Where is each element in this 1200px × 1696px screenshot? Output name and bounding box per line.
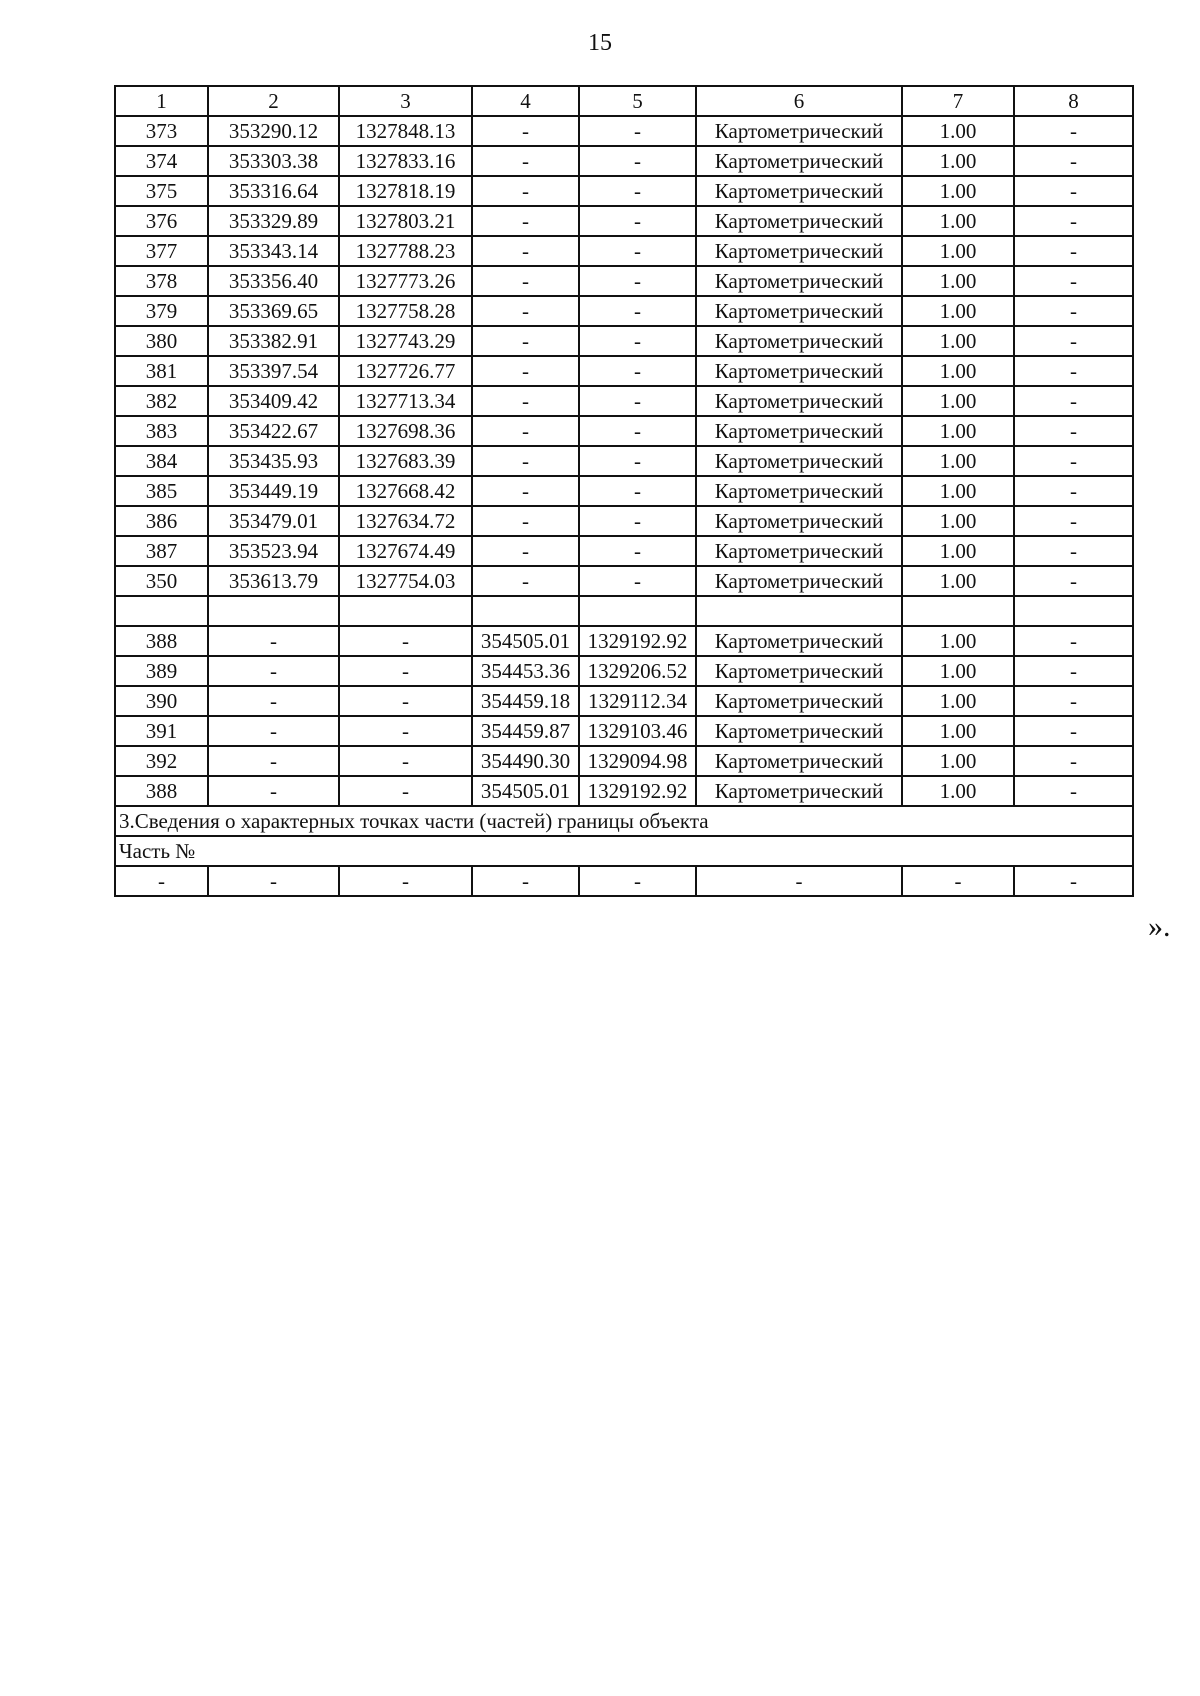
header-cell: 7 bbox=[902, 86, 1014, 116]
table-cell: - bbox=[472, 386, 579, 416]
table-cell: 381 bbox=[115, 356, 208, 386]
table-cell: - bbox=[1014, 416, 1133, 446]
table-row bbox=[115, 626, 1133, 656]
table-cell: 1327634.72 bbox=[339, 506, 472, 536]
table-cell: 376 bbox=[115, 206, 208, 236]
table-cell: - bbox=[1014, 686, 1133, 716]
table-cell: 1327698.36 bbox=[339, 416, 472, 446]
table-cell: - bbox=[1014, 566, 1133, 596]
table-row bbox=[115, 476, 1133, 506]
table-cell: - bbox=[579, 146, 696, 176]
table-cell: 1.00 bbox=[902, 776, 1014, 806]
table-cell: - bbox=[339, 716, 472, 746]
table-cell: - bbox=[579, 236, 696, 266]
table-cell: 1.00 bbox=[902, 176, 1014, 206]
table-cell: - bbox=[472, 206, 579, 236]
table-cell: - bbox=[472, 236, 579, 266]
table-body bbox=[115, 86, 1133, 896]
table-cell: - bbox=[472, 506, 579, 536]
table-cell: Картометрический bbox=[696, 386, 902, 416]
table-cell: 1.00 bbox=[902, 536, 1014, 566]
table-cell: 353479.01 bbox=[208, 506, 339, 536]
table-cell: - bbox=[579, 266, 696, 296]
table-cell: 350 bbox=[115, 566, 208, 596]
table-cell: 374 bbox=[115, 146, 208, 176]
table-cell: - bbox=[472, 416, 579, 446]
table-row bbox=[115, 446, 1133, 476]
table-cell: 1.00 bbox=[902, 446, 1014, 476]
table-cell: Картометрический bbox=[696, 776, 902, 806]
table-cell: Картометрический bbox=[696, 716, 902, 746]
table-row bbox=[115, 566, 1133, 596]
table-cell: - bbox=[339, 626, 472, 656]
closing-quote-mark: ». bbox=[1148, 910, 1171, 943]
table-cell: - bbox=[579, 476, 696, 506]
table-cell: 354453.36 bbox=[472, 656, 579, 686]
table-cell: Картометрический bbox=[696, 566, 902, 596]
table-cell: 388 bbox=[115, 776, 208, 806]
table-cell: 353523.94 bbox=[208, 536, 339, 566]
table-row bbox=[115, 866, 1133, 896]
table-cell: 353409.42 bbox=[208, 386, 339, 416]
table-cell: 354505.01 bbox=[472, 776, 579, 806]
header-cell: 6 bbox=[696, 86, 902, 116]
table-cell: - bbox=[579, 206, 696, 236]
table-cell: - bbox=[696, 866, 902, 896]
table-cell: 1.00 bbox=[902, 296, 1014, 326]
table-cell: 353369.65 bbox=[208, 296, 339, 326]
table-cell: Картометрический bbox=[696, 296, 902, 326]
table-cell: Картометрический bbox=[696, 686, 902, 716]
table-cell: 1.00 bbox=[902, 416, 1014, 446]
table-cell: - bbox=[1014, 536, 1133, 566]
table-cell: 353343.14 bbox=[208, 236, 339, 266]
table-cell: 389 bbox=[115, 656, 208, 686]
table-cell: Картометрический bbox=[696, 266, 902, 296]
section-title: 3.Сведения о характерных точках части (частей) границы объекта bbox=[115, 806, 1133, 836]
table-row bbox=[115, 536, 1133, 566]
table-cell: 1.00 bbox=[902, 746, 1014, 776]
table-cell: Картометрический bbox=[696, 326, 902, 356]
table-cell: Картометрический bbox=[696, 506, 902, 536]
table-cell bbox=[208, 596, 339, 626]
table-cell: 1329094.98 bbox=[579, 746, 696, 776]
table-cell: - bbox=[472, 536, 579, 566]
table-cell: - bbox=[579, 386, 696, 416]
table-cell: Картометрический bbox=[696, 626, 902, 656]
table-cell: - bbox=[472, 866, 579, 896]
table-cell: 383 bbox=[115, 416, 208, 446]
table-cell: Картометрический bbox=[696, 206, 902, 236]
table-cell: - bbox=[208, 626, 339, 656]
table-cell: 1327668.42 bbox=[339, 476, 472, 506]
table-cell: 391 bbox=[115, 716, 208, 746]
table-cell: - bbox=[1014, 386, 1133, 416]
table-cell: Картометрический bbox=[696, 416, 902, 446]
table-cell: 387 bbox=[115, 536, 208, 566]
table-cell: 1327713.34 bbox=[339, 386, 472, 416]
table-cell: - bbox=[1014, 146, 1133, 176]
table-cell: 1.00 bbox=[902, 686, 1014, 716]
table-cell: - bbox=[579, 176, 696, 206]
table-cell: - bbox=[1014, 266, 1133, 296]
table-cell: - bbox=[208, 656, 339, 686]
table-cell: 1327674.49 bbox=[339, 536, 472, 566]
table-cell: 353397.54 bbox=[208, 356, 339, 386]
table-cell bbox=[579, 596, 696, 626]
table-cell: Картометрический bbox=[696, 476, 902, 506]
table-cell: 1329103.46 bbox=[579, 716, 696, 746]
header-cell: 3 bbox=[339, 86, 472, 116]
table-cell: - bbox=[1014, 296, 1133, 326]
table-cell: 353435.93 bbox=[208, 446, 339, 476]
table-row bbox=[115, 716, 1133, 746]
table-cell: 1327803.21 bbox=[339, 206, 472, 236]
table-cell: - bbox=[472, 446, 579, 476]
table-cell bbox=[115, 596, 208, 626]
table-cell: 1327743.29 bbox=[339, 326, 472, 356]
table-row bbox=[115, 746, 1133, 776]
table-cell: - bbox=[339, 746, 472, 776]
table-cell: 1327773.26 bbox=[339, 266, 472, 296]
table-cell: 1.00 bbox=[902, 236, 1014, 266]
table-cell: - bbox=[339, 686, 472, 716]
table-cell: - bbox=[472, 146, 579, 176]
table-row bbox=[115, 416, 1133, 446]
table-cell: 1327683.39 bbox=[339, 446, 472, 476]
table-cell bbox=[902, 596, 1014, 626]
table-cell: - bbox=[1014, 236, 1133, 266]
table-cell: - bbox=[579, 446, 696, 476]
header-cell: 1 bbox=[115, 86, 208, 116]
table-cell: 1.00 bbox=[902, 116, 1014, 146]
table-cell: 392 bbox=[115, 746, 208, 776]
table-cell: 353356.40 bbox=[208, 266, 339, 296]
table-cell: - bbox=[208, 746, 339, 776]
table-cell: Картометрический bbox=[696, 236, 902, 266]
table-cell: 1.00 bbox=[902, 266, 1014, 296]
table-cell: - bbox=[1014, 206, 1133, 236]
table-cell: 375 bbox=[115, 176, 208, 206]
table-cell: 1327848.13 bbox=[339, 116, 472, 146]
table-row bbox=[115, 656, 1133, 686]
table-cell: 353303.38 bbox=[208, 146, 339, 176]
table-cell: - bbox=[1014, 656, 1133, 686]
table-cell: - bbox=[472, 176, 579, 206]
table-cell: 353290.12 bbox=[208, 116, 339, 146]
header-row bbox=[115, 86, 1133, 116]
part-number-row bbox=[115, 836, 1133, 866]
table-row bbox=[115, 326, 1133, 356]
table-row bbox=[115, 356, 1133, 386]
table-cell: 353316.64 bbox=[208, 176, 339, 206]
table-cell: 1327754.03 bbox=[339, 566, 472, 596]
table-cell: - bbox=[208, 776, 339, 806]
table-cell: 384 bbox=[115, 446, 208, 476]
table-cell: - bbox=[472, 476, 579, 506]
table-cell: - bbox=[1014, 866, 1133, 896]
table-cell: 353329.89 bbox=[208, 206, 339, 236]
table-cell: 1.00 bbox=[902, 386, 1014, 416]
header-cell: 4 bbox=[472, 86, 579, 116]
table-cell: 390 bbox=[115, 686, 208, 716]
table-cell: 382 bbox=[115, 386, 208, 416]
table-cell: - bbox=[579, 296, 696, 326]
table-cell: 1.00 bbox=[902, 356, 1014, 386]
table-cell: Картометрический bbox=[696, 446, 902, 476]
table-row bbox=[115, 686, 1133, 716]
table-cell: Картометрический bbox=[696, 146, 902, 176]
table-cell: - bbox=[472, 356, 579, 386]
table-cell: Картометрический bbox=[696, 356, 902, 386]
table-cell: 354459.87 bbox=[472, 716, 579, 746]
header-cell: 2 bbox=[208, 86, 339, 116]
table-cell: 378 bbox=[115, 266, 208, 296]
table-cell: - bbox=[208, 716, 339, 746]
table-cell: - bbox=[1014, 476, 1133, 506]
header-cell: 5 bbox=[579, 86, 696, 116]
table-cell: - bbox=[579, 566, 696, 596]
table-cell: - bbox=[902, 866, 1014, 896]
table-cell: 385 bbox=[115, 476, 208, 506]
table-cell: 1.00 bbox=[902, 146, 1014, 176]
table-cell bbox=[696, 596, 902, 626]
table-cell: 386 bbox=[115, 506, 208, 536]
table-cell: Картометрический bbox=[696, 746, 902, 776]
table-row bbox=[115, 386, 1133, 416]
table-cell: 353382.91 bbox=[208, 326, 339, 356]
table-cell bbox=[472, 596, 579, 626]
header-cell: 8 bbox=[1014, 86, 1133, 116]
table-cell: - bbox=[472, 326, 579, 356]
table-cell: 1.00 bbox=[902, 566, 1014, 596]
table-cell: - bbox=[1014, 176, 1133, 206]
table-cell: Картометрический bbox=[696, 176, 902, 206]
table-row bbox=[115, 296, 1133, 326]
table-cell: 1.00 bbox=[902, 206, 1014, 236]
table-cell: - bbox=[579, 416, 696, 446]
table-cell: - bbox=[1014, 776, 1133, 806]
table-cell: 1327818.19 bbox=[339, 176, 472, 206]
table-cell: - bbox=[579, 116, 696, 146]
table-row bbox=[115, 776, 1133, 806]
table-cell: - bbox=[472, 566, 579, 596]
table-cell: 380 bbox=[115, 326, 208, 356]
table-row bbox=[115, 266, 1133, 296]
table-cell: 1329112.34 bbox=[579, 686, 696, 716]
table-cell: 1.00 bbox=[902, 656, 1014, 686]
table-cell: 1327758.28 bbox=[339, 296, 472, 326]
table-cell: 1.00 bbox=[902, 476, 1014, 506]
table-cell: - bbox=[339, 656, 472, 686]
table-cell: 1.00 bbox=[902, 716, 1014, 746]
table-cell: - bbox=[472, 116, 579, 146]
table-cell: 1327726.77 bbox=[339, 356, 472, 386]
section-title-row bbox=[115, 806, 1133, 836]
table-cell: Картометрический bbox=[696, 116, 902, 146]
table-cell: 354490.30 bbox=[472, 746, 579, 776]
table-row bbox=[115, 506, 1133, 536]
table-row bbox=[115, 206, 1133, 236]
table-cell: - bbox=[579, 536, 696, 566]
table-cell: - bbox=[579, 326, 696, 356]
table-cell: 1329206.52 bbox=[579, 656, 696, 686]
table-cell: 377 bbox=[115, 236, 208, 266]
table-cell: - bbox=[115, 866, 208, 896]
table-cell: 388 bbox=[115, 626, 208, 656]
part-number-label: Часть № bbox=[115, 836, 1133, 866]
table-cell: 1.00 bbox=[902, 326, 1014, 356]
table-cell: Картометрический bbox=[696, 536, 902, 566]
table-cell: - bbox=[579, 866, 696, 896]
table-cell: 353613.79 bbox=[208, 566, 339, 596]
table-cell: 353449.19 bbox=[208, 476, 339, 506]
table-cell: - bbox=[1014, 116, 1133, 146]
table-cell: - bbox=[1014, 506, 1133, 536]
table-cell: - bbox=[472, 296, 579, 326]
table-cell bbox=[339, 596, 472, 626]
table-cell: Картометрический bbox=[696, 656, 902, 686]
table-cell: - bbox=[339, 866, 472, 896]
table-cell: 354459.18 bbox=[472, 686, 579, 716]
table-row bbox=[115, 146, 1133, 176]
table-cell: - bbox=[1014, 326, 1133, 356]
table-cell: 1327833.16 bbox=[339, 146, 472, 176]
page-number: 15 bbox=[588, 30, 612, 56]
table-cell: - bbox=[1014, 356, 1133, 386]
table-cell: 1.00 bbox=[902, 626, 1014, 656]
table-cell: - bbox=[579, 506, 696, 536]
table-cell: - bbox=[208, 686, 339, 716]
table-row bbox=[115, 236, 1133, 266]
table-cell: - bbox=[472, 266, 579, 296]
table-cell: 1329192.92 bbox=[579, 626, 696, 656]
table-cell: 354505.01 bbox=[472, 626, 579, 656]
table-cell: 379 bbox=[115, 296, 208, 326]
table-cell: - bbox=[1014, 446, 1133, 476]
table-cell: - bbox=[579, 356, 696, 386]
table-cell: 1327788.23 bbox=[339, 236, 472, 266]
table-cell: - bbox=[1014, 626, 1133, 656]
table-cell: 1.00 bbox=[902, 506, 1014, 536]
empty-separator-row bbox=[115, 596, 1133, 626]
table-row bbox=[115, 116, 1133, 146]
table-row bbox=[115, 176, 1133, 206]
table-cell: 373 bbox=[115, 116, 208, 146]
table-cell: - bbox=[339, 776, 472, 806]
table-cell bbox=[1014, 596, 1133, 626]
table-cell: 353422.67 bbox=[208, 416, 339, 446]
table-cell: - bbox=[1014, 746, 1133, 776]
table-cell: - bbox=[208, 866, 339, 896]
table-cell: - bbox=[1014, 716, 1133, 746]
table-cell: 1329192.92 bbox=[579, 776, 696, 806]
coordinates-table bbox=[114, 85, 1134, 897]
